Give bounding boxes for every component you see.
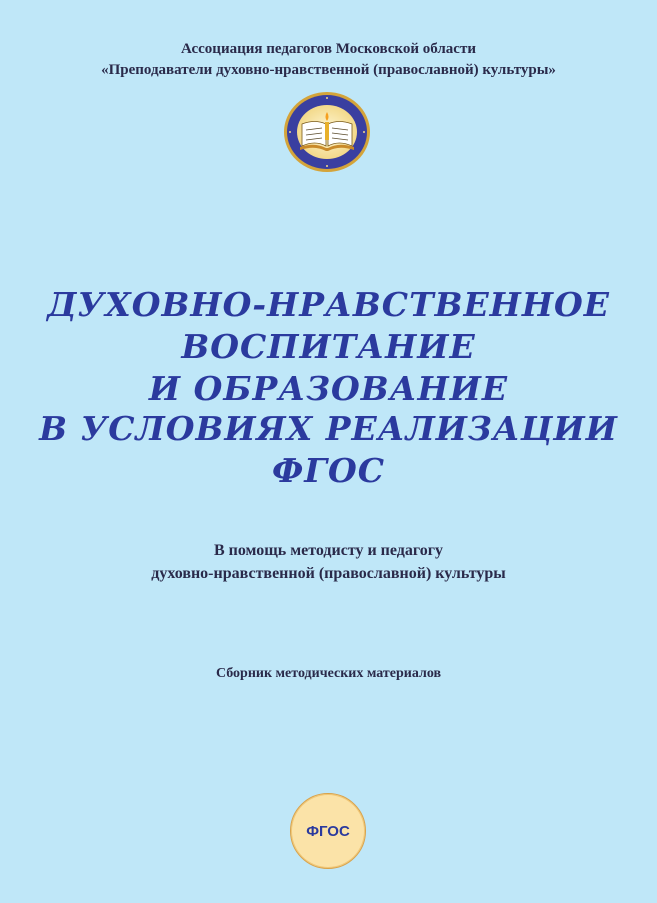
subtitle-line-2: духовно-нравственной (православной) культуры bbox=[151, 565, 506, 582]
fgos-badge bbox=[290, 793, 366, 869]
fgos-badge-label: ФГОС bbox=[306, 822, 350, 840]
title-line-4: В УСЛОВИЯХ РЕАЛИЗАЦИИ bbox=[39, 409, 618, 448]
book-candle-emblem-icon bbox=[282, 90, 372, 174]
title-line-2: ВОСПИТАНИЕ bbox=[181, 327, 476, 366]
title-line-1: ДУХОВНО-НРАВСТВЕННОЕ bbox=[47, 285, 610, 324]
subtitle-line-1: В помощь методисту и педагогу bbox=[213, 542, 444, 559]
title-line-5: ФГОС bbox=[271, 451, 386, 490]
collection-label: Сборник методических материалов bbox=[215, 666, 442, 681]
title-line-3: И ОБРАЗОВАНИЕ bbox=[148, 369, 509, 408]
association-subtitle: «Преподаватели духовно-нравственной (православной) культуры» bbox=[101, 62, 556, 78]
association-name: Ассоциация педагогов Московской области bbox=[181, 41, 476, 57]
